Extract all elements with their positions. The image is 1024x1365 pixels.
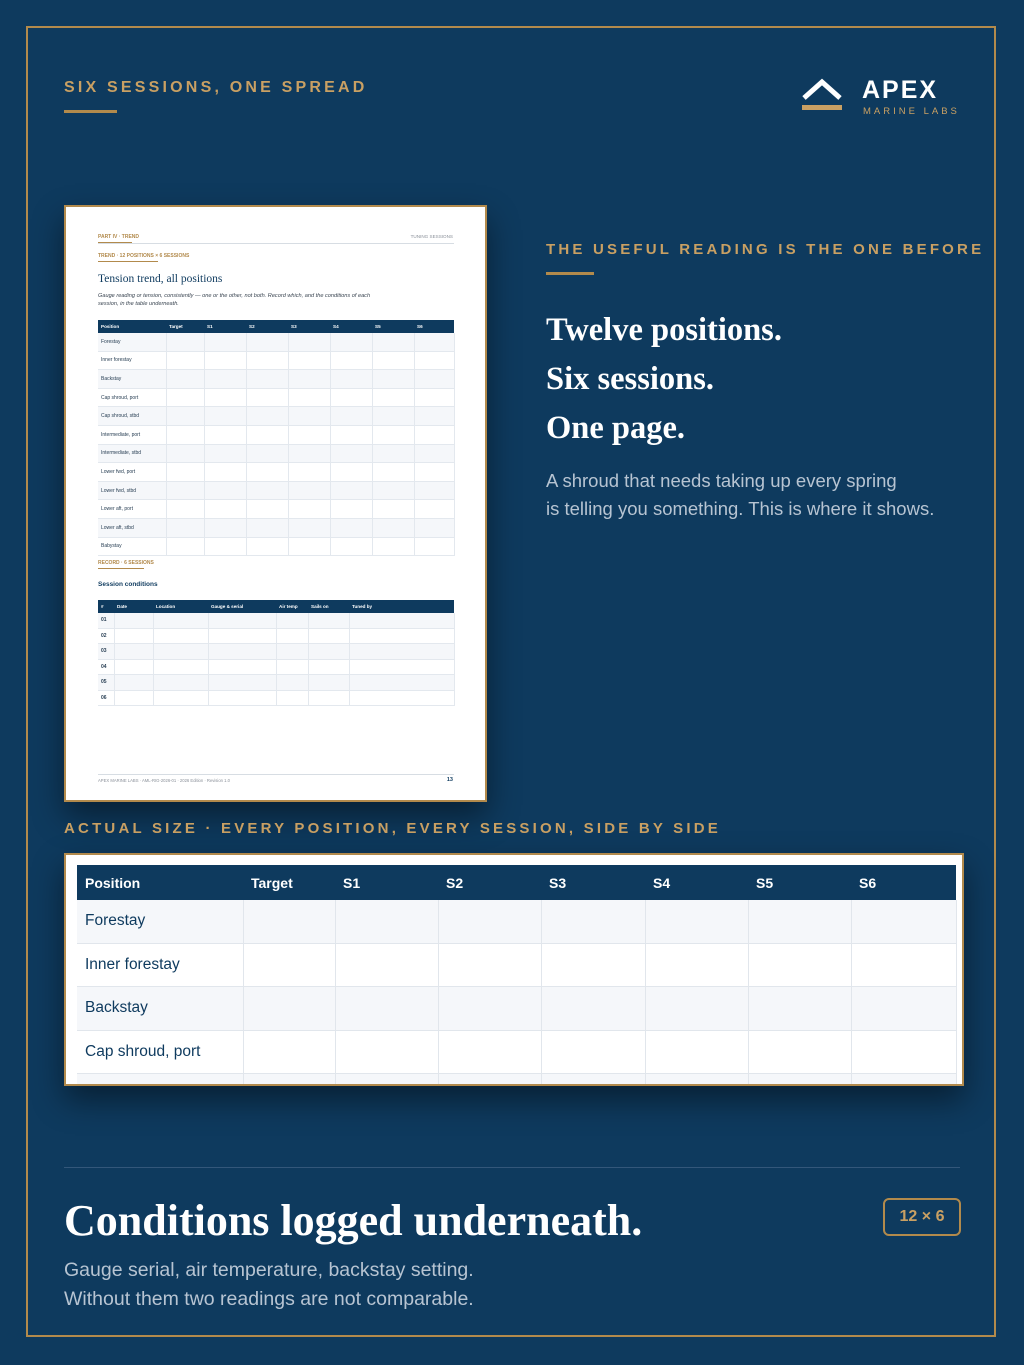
preview-col-header: Tuned by: [349, 600, 454, 613]
header-kicker-rule: [64, 110, 117, 113]
table-row: Babystay: [98, 537, 454, 556]
right-kicker-rule: [546, 272, 594, 275]
preview-description: Gauge reading or tension, consistently — one or the other, not both. Record which, and the conditions of each session, in the table underneath.: [98, 293, 371, 307]
preview-col-header: #: [98, 600, 114, 613]
col-header-s4: S4: [645, 865, 748, 900]
preview-col-header: Target: [166, 320, 204, 333]
preview-conditions-table: [98, 600, 455, 706]
preview-trend-table: [98, 320, 455, 556]
col-header-s5: S5: [748, 865, 851, 900]
logo-subtitle: MARINE LABS: [863, 106, 960, 117]
position-cell: [77, 1074, 243, 1087]
preview-col-header: Gauge & serial: [208, 600, 276, 613]
position-cell: Forestay: [77, 900, 243, 943]
preview-top-rule: [98, 243, 454, 244]
col-header-s6: S6: [851, 865, 956, 900]
position-cell: Backstay: [77, 987, 243, 1031]
preview-footer-rule: [98, 774, 454, 775]
table-row: 01: [98, 613, 454, 628]
headline-line: Twelve positions.: [546, 312, 782, 348]
preview-col-header: S2: [246, 320, 288, 333]
preview-col-header: Sails on: [308, 600, 349, 613]
col-header-s1: S1: [335, 865, 438, 900]
logo-name: APEX: [862, 76, 939, 104]
table-row: Inner forestay: [98, 351, 454, 370]
preview-trend-rule: [98, 261, 158, 262]
position-cell: Cap shroud, port: [77, 1030, 243, 1074]
preview-conditions-title: Session conditions: [98, 581, 158, 588]
preview-col-header: Location: [153, 600, 208, 613]
preview-record-label: RECORD · 6 SESSIONS: [98, 560, 154, 566]
preview-record-rule: [98, 568, 144, 569]
table-row: Lower aft, port: [98, 500, 454, 519]
preview-col-header: Air temp: [276, 600, 308, 613]
preview-page-number: 13: [446, 777, 453, 783]
table-row: [77, 1074, 956, 1087]
col-header-position: Position: [77, 865, 243, 900]
section-divider: [64, 1167, 960, 1168]
preview-col-header: S3: [288, 320, 330, 333]
col-header-target: Target: [243, 865, 335, 900]
header-kicker: SIX SESSIONS, ONE SPREAD: [64, 79, 368, 96]
actual-size-table: [77, 865, 957, 1086]
preview-title: Tension trend, all positions: [98, 273, 223, 285]
table-row: 06: [98, 690, 454, 706]
preview-col-header: S5: [372, 320, 414, 333]
preview-part-label: PART IV · TREND: [98, 234, 140, 240]
apex-logo: [800, 74, 970, 124]
actual-size-kicker: ACTUAL SIZE · EVERY POSITION, EVERY SESSION, SIDE BY SIDE: [64, 820, 721, 837]
table-row: Intermediate, stbd: [98, 444, 454, 463]
apex-roof-icon: [800, 76, 844, 116]
right-headline: [546, 306, 782, 453]
preview-footer-text: APEX MARINE LABS · AML-RIG-2026-01 · 2026 Edition · Revision 1.0: [98, 778, 230, 783]
col-header-s2: S2: [438, 865, 541, 900]
page-preview: [64, 205, 487, 802]
right-body: A shroud that needs taking up every spring is telling you something. This is where it shows.: [546, 470, 935, 519]
table-row: Cap shroud, port: [98, 388, 454, 407]
table-row: 02: [98, 628, 454, 644]
preview-col-header: Date: [114, 600, 153, 613]
table-row: 04: [98, 659, 454, 675]
preview-col-header: S6: [414, 320, 454, 333]
right-kicker: THE USEFUL READING IS THE ONE BEFORE: [546, 241, 985, 258]
bottom-headline: Conditions logged underneath.: [64, 1196, 643, 1245]
col-header-s3: S3: [541, 865, 645, 900]
table-row: Backstay: [98, 370, 454, 389]
actual-size-card: [64, 853, 964, 1086]
preview-section-label: TUNING SESSIONS: [410, 234, 453, 239]
table-row: Intermediate, port: [98, 425, 454, 444]
table-row: Lower fwd, port: [98, 463, 454, 482]
preview-col-header: S1: [204, 320, 246, 333]
table-row: [77, 1030, 956, 1074]
headline-line: Six sessions.: [546, 361, 714, 397]
table-row: [77, 943, 956, 987]
table-row: 05: [98, 675, 454, 691]
preview-col-header: Position: [98, 320, 166, 333]
preview-trend-label: TREND · 12 POSITIONS × 6 SESSIONS: [98, 253, 190, 259]
table-row: 03: [98, 644, 454, 660]
table-row: Forestay: [98, 333, 454, 351]
preview-col-header: S4: [330, 320, 372, 333]
table-row: Lower aft, stbd: [98, 518, 454, 537]
bottom-body: Gauge serial, air temperature, backstay setting. Without them two readings are not comparable.: [64, 1259, 474, 1310]
table-row: Cap shroud, stbd: [98, 407, 454, 426]
table-row: [77, 900, 956, 943]
headline-line: One page.: [546, 410, 686, 446]
position-cell: Inner forestay: [77, 943, 243, 987]
table-row: Lower fwd, stbd: [98, 481, 454, 500]
table-row: [77, 987, 956, 1031]
grid-size-badge: 12 × 6: [883, 1198, 961, 1236]
